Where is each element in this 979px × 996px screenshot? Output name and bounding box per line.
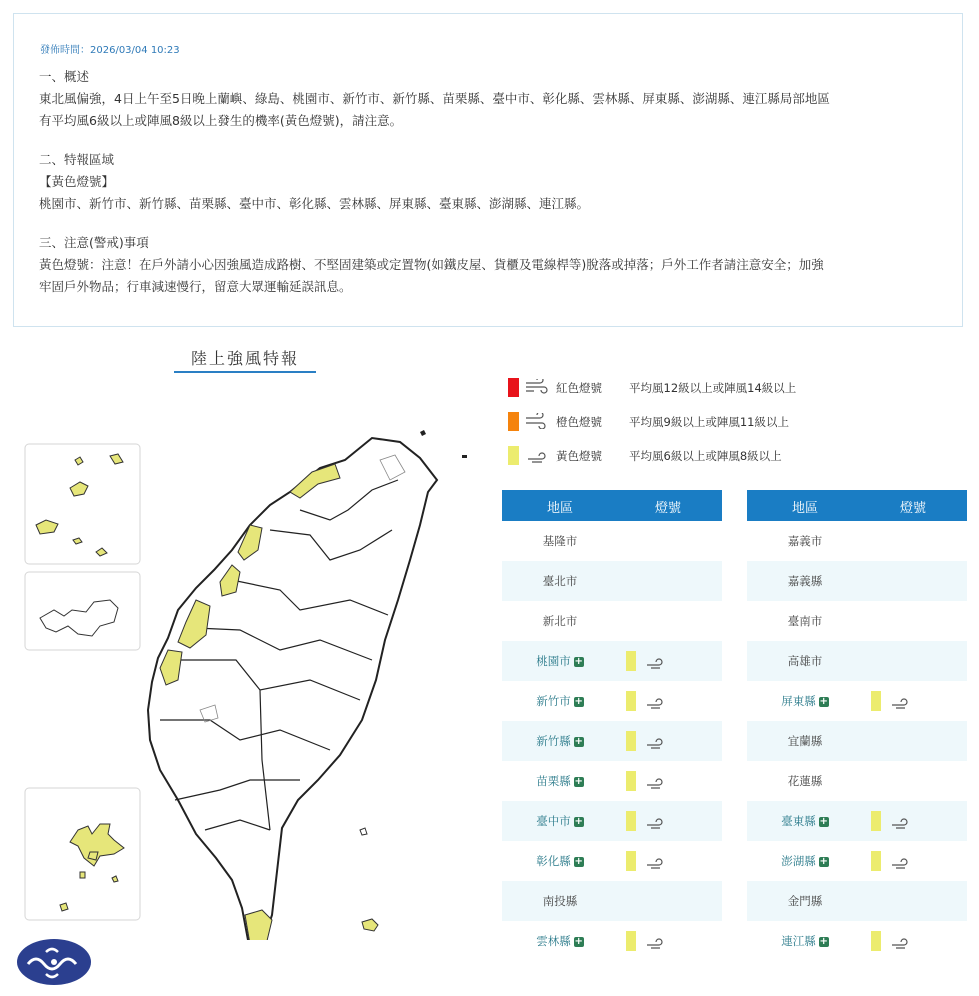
- warning-level-bar: [871, 931, 881, 951]
- region-name: [502, 893, 618, 909]
- region-name: [747, 733, 863, 749]
- warning-area-heading: 二、特報區域: [39, 152, 115, 167]
- region-label: 嘉義市: [787, 534, 823, 548]
- table-row: [747, 761, 967, 801]
- light-wind-icon: [644, 774, 668, 793]
- region-name[interactable]: [747, 933, 863, 949]
- header-light: 燈號: [655, 501, 682, 516]
- region-label: 高雄市: [787, 654, 823, 668]
- light-wind-icon: [644, 734, 668, 753]
- warning-level-bar: [871, 811, 881, 831]
- expand-plus-icon[interactable]: +: [819, 855, 828, 867]
- region-label: 新竹市: [536, 694, 571, 708]
- warning-level-bar: [626, 771, 636, 791]
- region-name[interactable]: [502, 933, 618, 949]
- region-label: 澎湖縣: [781, 854, 816, 868]
- expand-plus-icon[interactable]: +: [574, 775, 583, 787]
- region-name: [747, 613, 863, 629]
- region-label: 臺中市: [536, 814, 571, 828]
- region-label: 花蓮縣: [787, 774, 823, 788]
- region-name[interactable]: [502, 813, 618, 829]
- legend-name-orange: 橙色燈號: [556, 415, 602, 429]
- light-wind-icon: [889, 854, 913, 873]
- header-area: 地區: [792, 501, 819, 516]
- region-label: 連江縣: [781, 934, 816, 948]
- warning-area-subheading: 【黃色燈號】: [39, 174, 115, 189]
- expand-plus-icon[interactable]: +: [574, 815, 583, 827]
- region-name[interactable]: [502, 733, 618, 749]
- warning-level-bar: [871, 691, 881, 711]
- taiwan-warning-map: [0, 360, 500, 940]
- legend-desc-orange: 平均風9級以上或陣風11級以上: [629, 415, 789, 429]
- legend-row-orange: [508, 410, 838, 432]
- overview-text-line2: 有平均風6級以上或陣風8級以上發生的機率(黃色燈號)，請注意。: [39, 113, 403, 128]
- region-label: 臺南市: [787, 614, 823, 628]
- kinmen-inset[interactable]: [25, 572, 140, 650]
- warning-notice-panel: [13, 13, 963, 327]
- region-label: 嘉義縣: [787, 574, 823, 588]
- map-area-lanyu: [362, 919, 378, 931]
- warning-area-list: 桃園市、新竹市、新竹縣、苗栗縣、臺中市、彰化縣、雲林縣、屏東縣、臺東縣、澎湖縣、連江縣。: [39, 196, 590, 211]
- header-area: 地區: [547, 501, 574, 516]
- precaution-text-line2: 牢固戶外物品；行車減速慢行，留意大眾運輸延誤訊息。: [39, 279, 352, 294]
- table-body: [747, 521, 967, 961]
- region-name[interactable]: [502, 773, 618, 789]
- legend-name-red: 紅色燈號: [556, 381, 602, 395]
- table-row[interactable]: [747, 801, 967, 841]
- light-wind-icon: [889, 934, 913, 953]
- light-wind-icon: [644, 654, 668, 673]
- table-row: [747, 641, 967, 681]
- table-row[interactable]: [502, 761, 722, 801]
- table-row[interactable]: [502, 801, 722, 841]
- region-name: [502, 573, 618, 589]
- header-light: 燈號: [900, 501, 927, 516]
- table-header: [502, 490, 722, 521]
- table-row: [502, 561, 722, 601]
- legend-name-yellow: 黃色燈號: [556, 449, 602, 463]
- region-name[interactable]: [502, 853, 618, 869]
- region-name[interactable]: [747, 693, 863, 709]
- table-row: [747, 721, 967, 761]
- table-row: [747, 881, 967, 921]
- light-wind-icon: [524, 447, 550, 466]
- light-wind-icon: [889, 814, 913, 833]
- table-row: [747, 601, 967, 641]
- region-table-right: [747, 490, 967, 961]
- warning-level-bar: [626, 811, 636, 831]
- legend-desc-red: 平均風12級以上或陣風14級以上: [629, 381, 797, 395]
- region-table-left: [502, 490, 722, 961]
- legend-row-red: [508, 376, 838, 398]
- expand-plus-icon[interactable]: +: [819, 695, 828, 707]
- warning-area-section: [39, 149, 954, 215]
- light-wind-icon: [644, 694, 668, 713]
- table-row[interactable]: [747, 841, 967, 881]
- table-row: [502, 881, 722, 921]
- warning-level-bar: [626, 651, 636, 671]
- table-row: [502, 521, 722, 561]
- light-wind-icon: [644, 934, 668, 953]
- table-row[interactable]: [747, 921, 967, 961]
- region-label: 南投縣: [542, 894, 578, 908]
- region-label: 宜蘭縣: [787, 734, 823, 748]
- table-header: [747, 490, 967, 521]
- table-row: [747, 561, 967, 601]
- penghu-inset[interactable]: [25, 788, 140, 920]
- precaution-heading: 三、注意(警戒)事項: [39, 235, 149, 250]
- region-label: 屏東縣: [781, 694, 816, 708]
- region-name: [747, 573, 863, 589]
- expand-plus-icon[interactable]: +: [574, 855, 583, 867]
- region-label: 雲林縣: [536, 934, 571, 948]
- warning-level-bar: [626, 931, 636, 951]
- region-name: [747, 773, 863, 789]
- overview-section: [39, 66, 954, 132]
- expand-plus-icon[interactable]: +: [819, 815, 828, 827]
- region-label: 桃園市: [536, 654, 571, 668]
- table-row[interactable]: [502, 721, 722, 761]
- region-name[interactable]: [502, 653, 618, 669]
- strong-wind-icon: [524, 379, 550, 398]
- expand-plus-icon[interactable]: +: [574, 935, 583, 947]
- overview-heading: 一、概述: [39, 69, 90, 84]
- overview-text-line1: 東北風偏強，4日上午至5日晚上蘭嶼、綠島、桃園市、新竹市、新竹縣、苗栗縣、臺中市、彰化縣、雲林縣、屏東縣、澎湖縣、連江縣局部地區: [39, 91, 830, 106]
- region-name[interactable]: [502, 693, 618, 709]
- cwa-logo: [16, 938, 92, 986]
- region-label: 苗栗縣: [536, 774, 571, 788]
- region-label: 新北市: [542, 614, 578, 628]
- expand-plus-icon[interactable]: +: [574, 735, 583, 747]
- table-body: [502, 521, 722, 961]
- region-name[interactable]: [747, 813, 863, 829]
- taiwan-main-island: [148, 430, 467, 940]
- red-swatch: [508, 378, 519, 397]
- table-row[interactable]: [502, 641, 722, 681]
- legend-row-yellow: [508, 444, 838, 466]
- region-name: [747, 533, 863, 549]
- yellow-swatch: [508, 446, 519, 465]
- region-name: [502, 533, 618, 549]
- light-wind-icon: [644, 814, 668, 833]
- expand-plus-icon[interactable]: +: [574, 655, 583, 667]
- table-row: [502, 601, 722, 641]
- table-row[interactable]: [502, 921, 722, 961]
- expand-plus-icon[interactable]: +: [574, 695, 583, 707]
- warning-level-bar: [626, 691, 636, 711]
- region-label: 新竹縣: [536, 734, 571, 748]
- light-wind-icon: [889, 694, 913, 713]
- region-label: 彰化縣: [536, 854, 571, 868]
- warning-level-bar: [871, 851, 881, 871]
- legend-desc-yellow: 平均風6級以上或陣風8級以上: [629, 449, 782, 463]
- matsu-inset[interactable]: [25, 444, 140, 564]
- light-wind-icon: [644, 854, 668, 873]
- table-row: [747, 521, 967, 561]
- region-label: 臺北市: [542, 574, 578, 588]
- precaution-section: [39, 232, 954, 298]
- region-name: [502, 613, 618, 629]
- table-row[interactable]: [502, 841, 722, 881]
- region-label: 臺東縣: [781, 814, 816, 828]
- precaution-text-line1: 黃色燈號：注意！在戶外請小心因強風造成路樹、不堅固建築或定置物(如鐵皮屋、貨櫃及電線桿等)脫落或掉落；戶外工作者請注意安全；加強: [39, 257, 824, 272]
- warning-level-bar: [626, 731, 636, 751]
- medium-wind-icon: [524, 413, 550, 432]
- region-label: 金門縣: [787, 894, 823, 908]
- warning-level-bar: [626, 851, 636, 871]
- orange-swatch: [508, 412, 519, 431]
- expand-plus-icon[interactable]: +: [819, 935, 828, 947]
- table-row[interactable]: [747, 681, 967, 721]
- issue-time: 發佈時間：2026/03/04 10:23: [40, 45, 180, 56]
- region-label: 基隆市: [542, 534, 578, 548]
- region-name: [747, 653, 863, 669]
- map-title: 陸上強風特報: [174, 346, 316, 373]
- table-row[interactable]: [502, 681, 722, 721]
- region-name[interactable]: [747, 853, 863, 869]
- region-name: [747, 893, 863, 909]
